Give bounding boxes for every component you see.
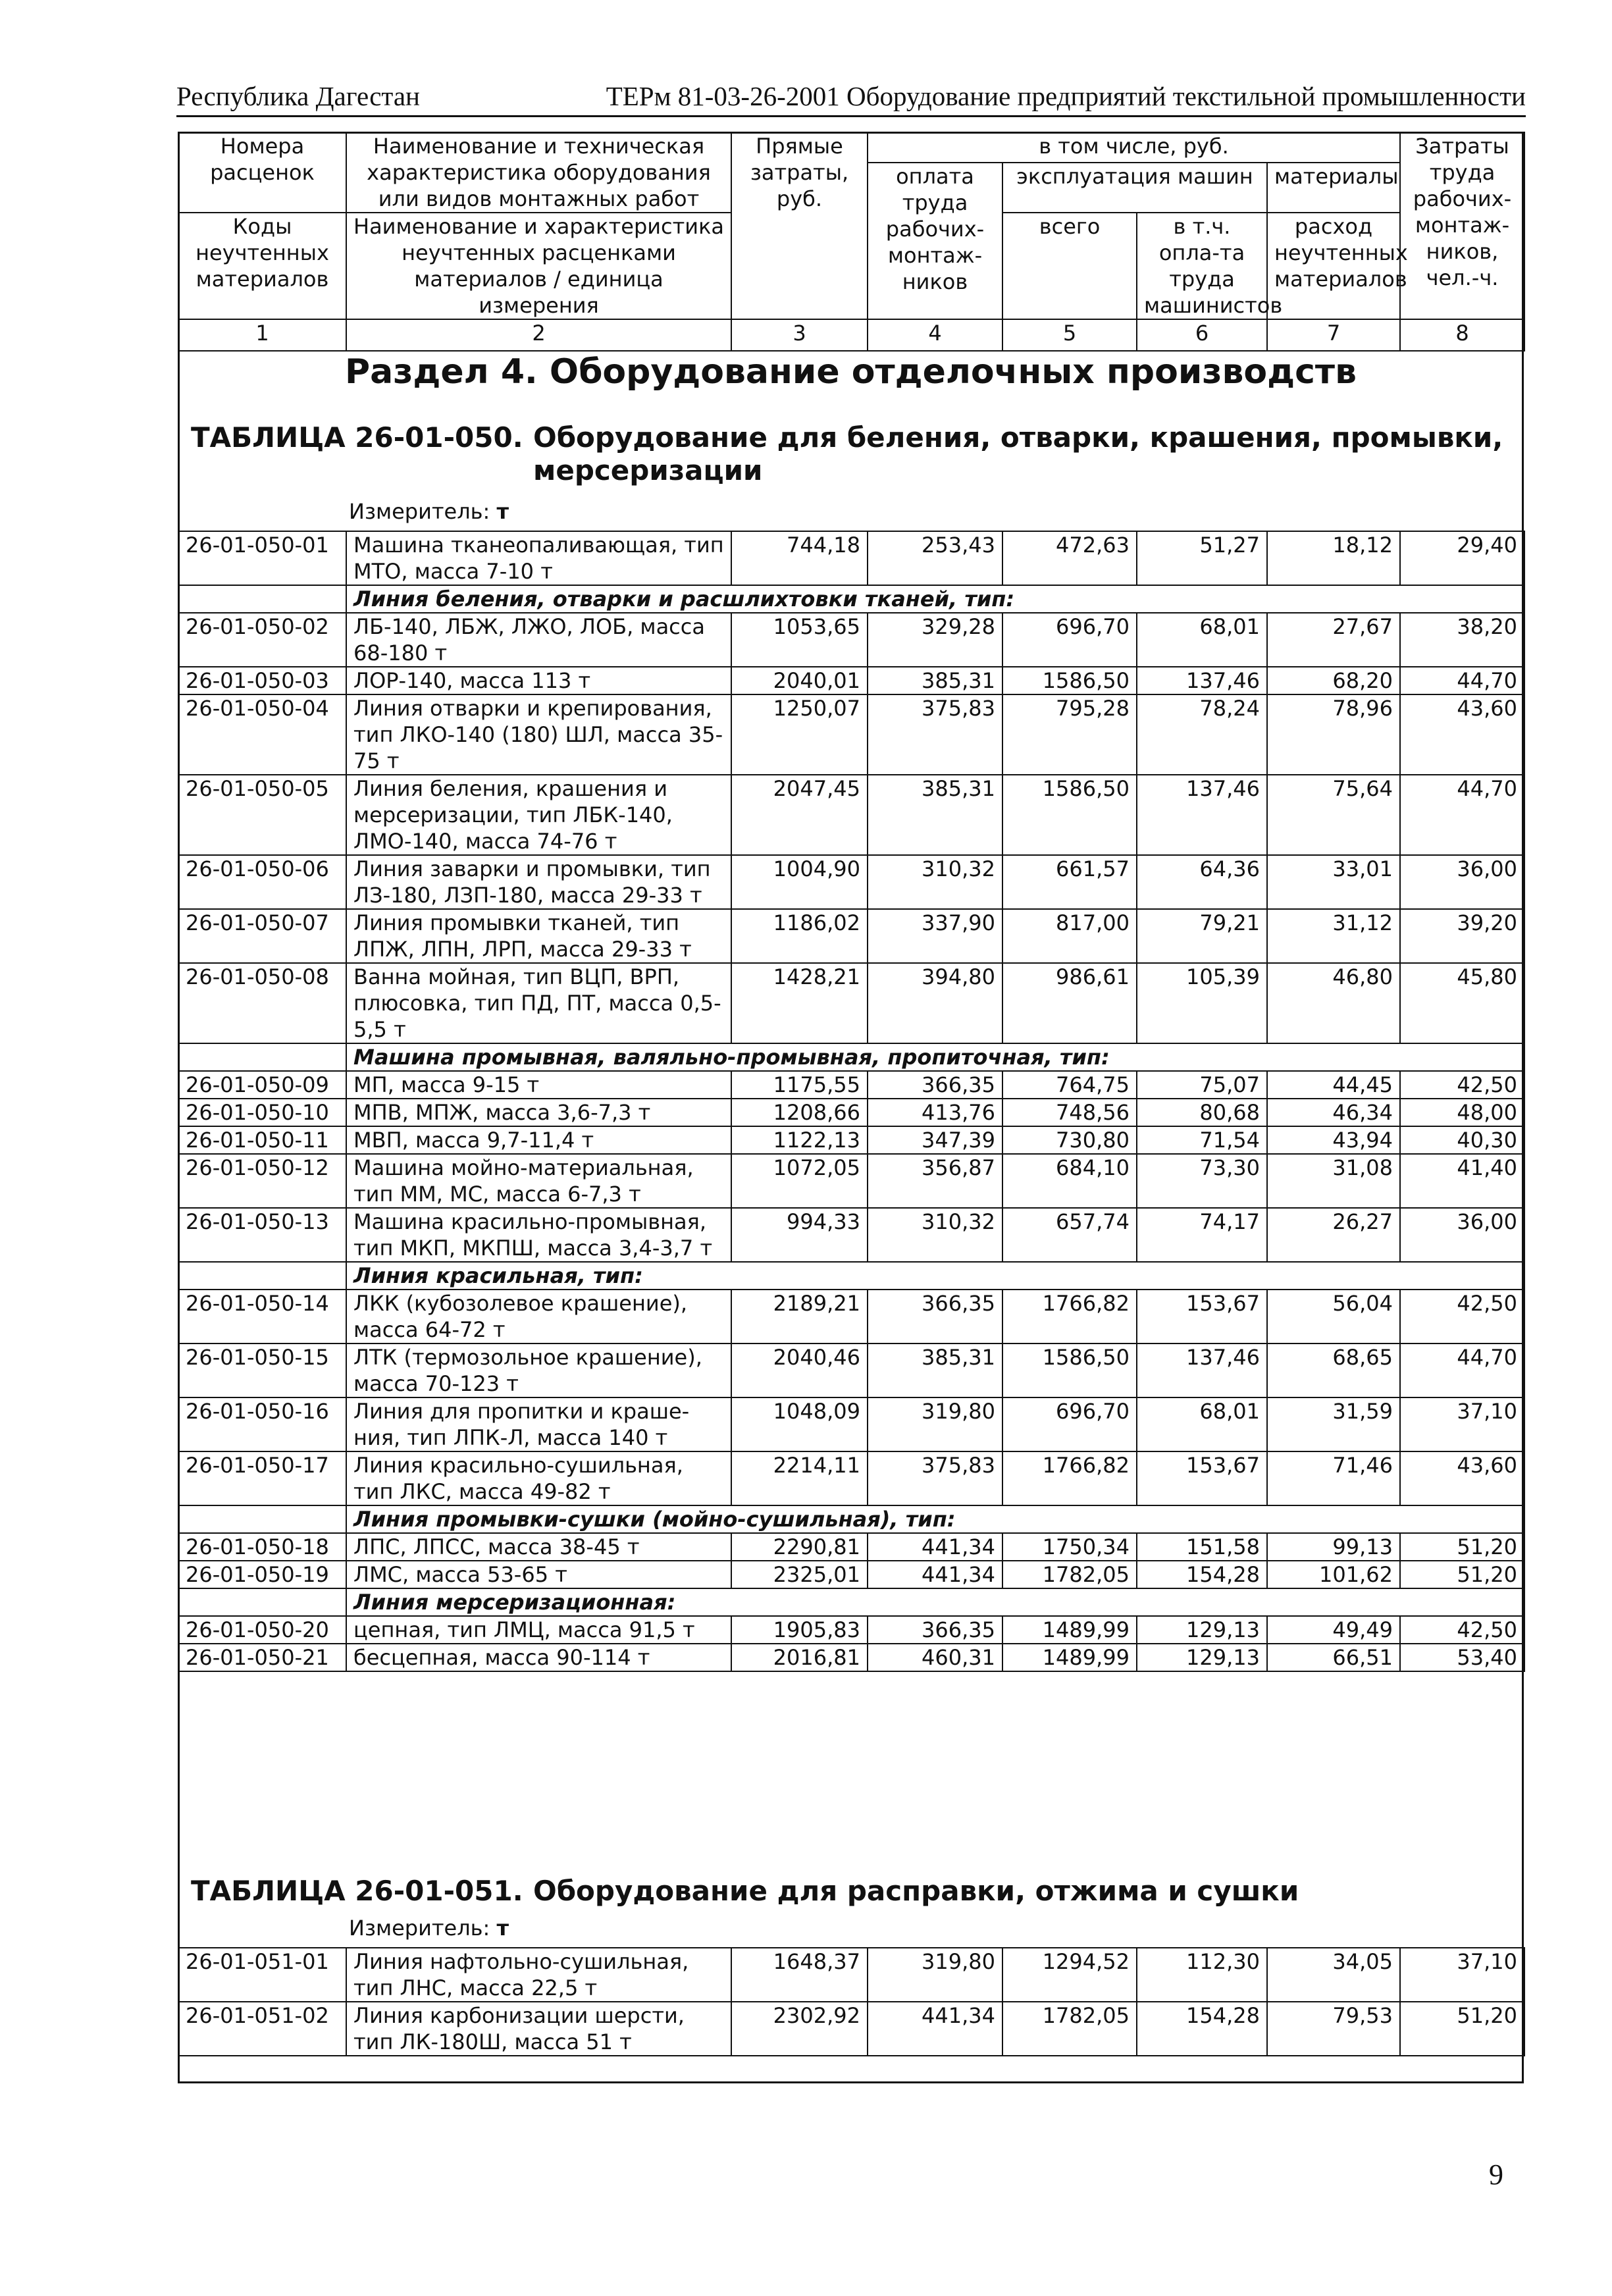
direct-costs: 2040,46 xyxy=(731,1344,868,1397)
materials-cost: 43,94 xyxy=(1267,1126,1400,1154)
rate-code: 26-01-050-21 xyxy=(178,1644,346,1671)
machines-total: 1586,50 xyxy=(1002,775,1137,855)
operator-pay: 154,28 xyxy=(1137,2002,1267,2056)
column-number: 8 xyxy=(1400,319,1524,351)
rate-code: 26-01-050-03 xyxy=(178,667,346,694)
operator-pay: 80,68 xyxy=(1137,1099,1267,1126)
machines-total: 1766,82 xyxy=(1002,1451,1137,1505)
rate-code: 26-01-050-13 xyxy=(178,1208,346,1262)
direct-costs: 1186,02 xyxy=(731,909,868,963)
worker-pay: 356,87 xyxy=(868,1154,1002,1208)
direct-costs: 1048,09 xyxy=(731,1397,868,1451)
rate-code: 26-01-050-15 xyxy=(178,1344,346,1397)
rate-code: 26-01-050-01 xyxy=(178,531,346,585)
header-labor-costs: Затраты труда рабочих-монтаж-ников, чел.-ч. xyxy=(1400,132,1524,319)
rate-code: 26-01-051-02 xyxy=(178,2002,346,2056)
header-equipment-name: Наименование и техническая характеристика оборудования или видов монтажных работ xyxy=(346,132,731,213)
table-name: Оборудование для беления, отварки, крашения, промывки, мерсеризации xyxy=(533,421,1503,486)
materials-cost: 99,13 xyxy=(1267,1533,1400,1561)
table-row xyxy=(178,1290,1524,1344)
rate-code: 26-01-050-16 xyxy=(178,1397,346,1451)
materials-cost: 79,53 xyxy=(1267,2002,1400,2056)
machines-total: 696,70 xyxy=(1002,613,1137,667)
machines-total: 730,80 xyxy=(1002,1126,1137,1154)
equipment-name: МПВ, МПЖ, масса 3,6-7,3 т xyxy=(346,1099,731,1126)
worker-pay: 375,83 xyxy=(868,694,1002,775)
header-machine-operation: эксплуатация машин xyxy=(1002,163,1267,213)
table-row xyxy=(178,1154,1524,1208)
table-row xyxy=(178,613,1524,667)
materials-cost: 78,96 xyxy=(1267,694,1400,775)
worker-pay: 366,35 xyxy=(868,1071,1002,1099)
operator-pay: 78,24 xyxy=(1137,694,1267,775)
machines-total: 661,57 xyxy=(1002,855,1137,909)
machines-total: 1782,05 xyxy=(1002,1561,1137,1588)
direct-costs: 2040,01 xyxy=(731,667,868,694)
group-heading-spacer xyxy=(178,1043,346,1071)
labor-hours: 41,40 xyxy=(1400,1154,1524,1208)
direct-costs: 744,18 xyxy=(731,531,868,585)
equipment-name: бесцепная, масса 90-114 т xyxy=(346,1644,731,1671)
table-row xyxy=(178,1344,1524,1397)
machines-total: 1586,50 xyxy=(1002,667,1137,694)
group-heading-spacer xyxy=(178,585,346,613)
header-including: в том числе, руб. xyxy=(868,132,1400,163)
operator-pay: 129,13 xyxy=(1137,1644,1267,1671)
machines-total: 1489,99 xyxy=(1002,1616,1137,1644)
labor-hours: 42,50 xyxy=(1400,1290,1524,1344)
column-header-table xyxy=(178,132,1525,352)
materials-cost: 71,46 xyxy=(1267,1451,1400,1505)
machines-total: 684,10 xyxy=(1002,1154,1137,1208)
rate-code: 26-01-050-08 xyxy=(178,963,346,1043)
materials-cost: 68,20 xyxy=(1267,667,1400,694)
group-heading: Линия красильная, тип: xyxy=(346,1262,1524,1290)
equipment-name: Машина мойно-материальная, тип ММ, МС, масса 6-7,3 т xyxy=(346,1154,731,1208)
table-row xyxy=(178,855,1524,909)
table-row xyxy=(178,2002,1524,2056)
direct-costs: 2325,01 xyxy=(731,1561,868,1588)
worker-pay: 394,80 xyxy=(868,963,1002,1043)
direct-costs: 1072,05 xyxy=(731,1154,868,1208)
operator-pay: 68,01 xyxy=(1137,613,1267,667)
worker-pay: 385,31 xyxy=(868,667,1002,694)
labor-hours: 38,20 xyxy=(1400,613,1524,667)
equipment-name: МВП, масса 9,7-11,4 т xyxy=(346,1126,731,1154)
table-row xyxy=(178,1561,1524,1588)
table-row xyxy=(178,1644,1524,1671)
worker-pay: 366,35 xyxy=(868,1290,1002,1344)
column-number: 7 xyxy=(1267,319,1400,351)
group-heading: Машина промывная, валяльно-промывная, пропиточная, тип: xyxy=(346,1043,1524,1071)
rate-code: 26-01-050-19 xyxy=(178,1561,346,1588)
table-row xyxy=(178,694,1524,775)
rate-code: 26-01-050-10 xyxy=(178,1099,346,1126)
worker-pay: 366,35 xyxy=(868,1616,1002,1644)
materials-cost: 46,80 xyxy=(1267,963,1400,1043)
table-name: Оборудование для расправки, отжима и сушки xyxy=(533,1875,1299,1907)
equipment-name: ЛБ-140, ЛБЖ, ЛЖО, ЛОБ, масса 68-180 т xyxy=(346,613,731,667)
machines-total: 795,28 xyxy=(1002,694,1137,775)
column-number: 2 xyxy=(346,319,731,351)
table-row xyxy=(178,1071,1524,1099)
table-row xyxy=(178,1451,1524,1505)
group-heading-row xyxy=(178,585,1524,613)
labor-hours: 51,20 xyxy=(1400,1533,1524,1561)
column-number: 6 xyxy=(1137,319,1267,351)
equipment-name: ЛКК (кубозолевое крашение), масса 64-72 т xyxy=(346,1290,731,1344)
direct-costs: 1648,37 xyxy=(731,1948,868,2002)
labor-hours: 44,70 xyxy=(1400,667,1524,694)
measure-label: Измеритель: xyxy=(349,499,490,524)
rate-code: 26-01-050-02 xyxy=(178,613,346,667)
equipment-name: Ванна мойная, тип ВЦП, ВРП, плюсовка, тип ПД, ПТ, масса 0,5-5,5 т xyxy=(346,963,731,1043)
header-materials: материалы xyxy=(1267,163,1400,213)
direct-costs: 2302,92 xyxy=(731,2002,868,2056)
operator-pay: 137,46 xyxy=(1137,667,1267,694)
materials-cost: 46,34 xyxy=(1267,1099,1400,1126)
rate-code: 26-01-050-14 xyxy=(178,1290,346,1344)
machines-total: 764,75 xyxy=(1002,1071,1137,1099)
materials-cost: 66,51 xyxy=(1267,1644,1400,1671)
direct-costs: 1175,55 xyxy=(731,1071,868,1099)
measure-value: т xyxy=(496,499,509,524)
section-title: Раздел 4. Оборудование отделочных производств xyxy=(345,352,1357,392)
column-number: 1 xyxy=(178,319,346,351)
measure-value: т xyxy=(496,1916,509,1941)
materials-cost: 68,65 xyxy=(1267,1344,1400,1397)
labor-hours: 42,50 xyxy=(1400,1616,1524,1644)
worker-pay: 385,31 xyxy=(868,1344,1002,1397)
machines-total: 986,61 xyxy=(1002,963,1137,1043)
worker-pay: 337,90 xyxy=(868,909,1002,963)
labor-hours: 45,80 xyxy=(1400,963,1524,1043)
table-row xyxy=(178,1397,1524,1451)
table-row xyxy=(178,1208,1524,1262)
materials-cost: 56,04 xyxy=(1267,1290,1400,1344)
operator-pay: 75,07 xyxy=(1137,1071,1267,1099)
labor-hours: 37,10 xyxy=(1400,1397,1524,1451)
table-row xyxy=(178,1533,1524,1561)
direct-costs: 1004,90 xyxy=(731,855,868,909)
direct-costs: 1250,07 xyxy=(731,694,868,775)
direct-costs: 2214,11 xyxy=(731,1451,868,1505)
direct-costs: 2189,21 xyxy=(731,1290,868,1344)
header-material-codes: Коды неучтенных материалов xyxy=(178,213,346,319)
operator-pay: 68,01 xyxy=(1137,1397,1267,1451)
rate-code: 26-01-050-12 xyxy=(178,1154,346,1208)
equipment-name: цепная, тип ЛМЦ, масса 91,5 т xyxy=(346,1616,731,1644)
worker-pay: 375,83 xyxy=(868,1451,1002,1505)
labor-hours: 36,00 xyxy=(1400,1208,1524,1262)
materials-cost: 101,62 xyxy=(1267,1561,1400,1588)
equipment-name: Линия заварки и промывки, тип ЛЗ-180, ЛЗП-180, масса 29-33 т xyxy=(346,855,731,909)
group-heading: Линия беления, отварки и расшлихтовки тканей, тип: xyxy=(346,585,1524,613)
machines-total: 1489,99 xyxy=(1002,1644,1137,1671)
equipment-name: Линия промывки тканей, тип ЛПЖ, ЛПН, ЛРП, масса 29-33 т xyxy=(346,909,731,963)
header-material-names: Наименование и характеристика неучтенных расценками материалов / единица измерения xyxy=(346,213,731,319)
direct-costs: 2290,81 xyxy=(731,1533,868,1561)
table-row xyxy=(178,1616,1524,1644)
direct-costs: 994,33 xyxy=(731,1208,868,1262)
rate-code: 26-01-050-09 xyxy=(178,1071,346,1099)
materials-cost: 31,59 xyxy=(1267,1397,1400,1451)
table-row xyxy=(178,531,1524,585)
group-heading: Линия промывки-сушки (мойно-сушильная), тип: xyxy=(346,1505,1524,1533)
machines-total: 1782,05 xyxy=(1002,2002,1137,2056)
machines-total: 657,74 xyxy=(1002,1208,1137,1262)
worker-pay: 413,76 xyxy=(868,1099,1002,1126)
labor-hours: 48,00 xyxy=(1400,1099,1524,1126)
measure-unit xyxy=(349,1916,509,1941)
equipment-name: Линия нафтольно-сушильная, тип ЛНС, масса 22,5 т xyxy=(346,1948,731,2002)
direct-costs: 2047,45 xyxy=(731,775,868,855)
labor-hours: 51,20 xyxy=(1400,1561,1524,1588)
worker-pay: 385,31 xyxy=(868,775,1002,855)
operator-pay: 105,39 xyxy=(1137,963,1267,1043)
group-heading: Линия мерсеризационная: xyxy=(346,1588,1524,1616)
equipment-name: ЛМС, масса 53-65 т xyxy=(346,1561,731,1588)
table-code: ТАБЛИЦА 26-01-051. xyxy=(191,1875,523,1907)
materials-cost: 33,01 xyxy=(1267,855,1400,909)
equipment-name: Линия для пропитки и краше-ния, тип ЛПК-Л, масса 140 т xyxy=(346,1397,731,1451)
header-rate-number: Номера расценок xyxy=(178,132,346,213)
operator-pay: 137,46 xyxy=(1137,775,1267,855)
worker-pay: 319,80 xyxy=(868,1397,1002,1451)
table-row xyxy=(178,1099,1524,1126)
rate-code: 26-01-050-06 xyxy=(178,855,346,909)
operator-pay: 73,30 xyxy=(1137,1154,1267,1208)
rates-table-26-01-050 xyxy=(178,531,1525,1672)
direct-costs: 1208,66 xyxy=(731,1099,868,1126)
machines-total: 472,63 xyxy=(1002,531,1137,585)
direct-costs: 1428,21 xyxy=(731,963,868,1043)
materials-cost: 34,05 xyxy=(1267,1948,1400,2002)
machines-total: 1586,50 xyxy=(1002,1344,1137,1397)
header-document-title: ТЕРм 81-03-26-2001 Оборудование предприятий текстильной промышленности xyxy=(606,81,1526,111)
worker-pay: 319,80 xyxy=(868,1948,1002,2002)
labor-hours: 42,50 xyxy=(1400,1071,1524,1099)
header-region: Республика Дагестан xyxy=(176,81,420,111)
operator-pay: 64,36 xyxy=(1137,855,1267,909)
materials-cost: 75,64 xyxy=(1267,775,1400,855)
group-heading-spacer xyxy=(178,1505,346,1533)
header-machines-total: всего xyxy=(1002,213,1137,319)
rates-table-26-01-051 xyxy=(178,1947,1525,2056)
rate-code: 26-01-050-20 xyxy=(178,1616,346,1644)
operator-pay: 112,30 xyxy=(1137,1948,1267,2002)
labor-hours: 37,10 xyxy=(1400,1948,1524,2002)
materials-cost: 31,12 xyxy=(1267,909,1400,963)
rate-code: 26-01-050-17 xyxy=(178,1451,346,1505)
running-header xyxy=(176,74,1526,113)
rate-code: 26-01-050-11 xyxy=(178,1126,346,1154)
machines-total: 748,56 xyxy=(1002,1099,1137,1126)
operator-pay: 129,13 xyxy=(1137,1616,1267,1644)
group-heading-row xyxy=(178,1262,1524,1290)
worker-pay: 441,34 xyxy=(868,2002,1002,2056)
operator-pay: 137,46 xyxy=(1137,1344,1267,1397)
operator-pay: 153,67 xyxy=(1137,1451,1267,1505)
rate-code: 26-01-050-18 xyxy=(178,1533,346,1561)
direct-costs: 1053,65 xyxy=(731,613,868,667)
machines-total: 817,00 xyxy=(1002,909,1137,963)
table-row xyxy=(178,963,1524,1043)
worker-pay: 329,28 xyxy=(868,613,1002,667)
labor-hours: 39,20 xyxy=(1400,909,1524,963)
labor-hours: 44,70 xyxy=(1400,1344,1524,1397)
labor-hours: 43,60 xyxy=(1400,694,1524,775)
equipment-name: Линия беления, крашения и мерсеризации, тип ЛБК-140, ЛМО-140, масса 74-76 т xyxy=(346,775,731,855)
operator-pay: 74,17 xyxy=(1137,1208,1267,1262)
direct-costs: 1122,13 xyxy=(731,1126,868,1154)
header-rule xyxy=(176,115,1526,117)
table-row xyxy=(178,1126,1524,1154)
machines-total: 696,70 xyxy=(1002,1397,1137,1451)
worker-pay: 441,34 xyxy=(868,1561,1002,1588)
materials-cost: 18,12 xyxy=(1267,531,1400,585)
labor-hours: 43,60 xyxy=(1400,1451,1524,1505)
header-direct-costs: Прямые затраты, руб. xyxy=(731,132,868,319)
labor-hours: 40,30 xyxy=(1400,1126,1524,1154)
equipment-name: Линия отварки и крепирования, тип ЛКО-140 (180) ШЛ, масса 35-75 т xyxy=(346,694,731,775)
equipment-name: МП, масса 9-15 т xyxy=(346,1071,731,1099)
equipment-name: Машина красильно-промывная, тип МКП, МКПШ, масса 3,4-3,7 т xyxy=(346,1208,731,1262)
labor-hours: 29,40 xyxy=(1400,531,1524,585)
header-worker-pay: оплата труда рабочих-монтаж-ников xyxy=(868,163,1002,319)
equipment-name: ЛПС, ЛПСС, масса 38-45 т xyxy=(346,1533,731,1561)
worker-pay: 310,32 xyxy=(868,855,1002,909)
group-heading-spacer xyxy=(178,1588,346,1616)
equipment-name: ЛТК (термозольное крашение), масса 70-123 т xyxy=(346,1344,731,1397)
column-number: 5 xyxy=(1002,319,1137,351)
materials-cost: 44,45 xyxy=(1267,1071,1400,1099)
labor-hours: 44,70 xyxy=(1400,775,1524,855)
measure-label: Измеритель: xyxy=(349,1916,490,1941)
worker-pay: 347,39 xyxy=(868,1126,1002,1154)
materials-cost: 27,67 xyxy=(1267,613,1400,667)
machines-total: 1294,52 xyxy=(1002,1948,1137,2002)
worker-pay: 441,34 xyxy=(868,1533,1002,1561)
rate-code: 26-01-050-07 xyxy=(178,909,346,963)
rate-code: 26-01-050-05 xyxy=(178,775,346,855)
equipment-name: ЛОР-140, масса 113 т xyxy=(346,667,731,694)
column-number: 4 xyxy=(868,319,1002,351)
header-operator-pay: в т.ч. опла-та труда машинистов xyxy=(1137,213,1267,319)
materials-cost: 31,08 xyxy=(1267,1154,1400,1208)
table-row xyxy=(178,1948,1524,2002)
group-heading-row xyxy=(178,1505,1524,1533)
column-number: 3 xyxy=(731,319,868,351)
labor-hours: 53,40 xyxy=(1400,1644,1524,1671)
direct-costs: 1905,83 xyxy=(731,1616,868,1644)
operator-pay: 51,27 xyxy=(1137,531,1267,585)
rate-code: 26-01-050-04 xyxy=(178,694,346,775)
materials-cost: 26,27 xyxy=(1267,1208,1400,1262)
worker-pay: 253,43 xyxy=(868,531,1002,585)
group-heading-row xyxy=(178,1588,1524,1616)
group-heading-spacer xyxy=(178,1262,346,1290)
machines-total: 1750,34 xyxy=(1002,1533,1137,1561)
measure-unit xyxy=(349,499,509,524)
table-row xyxy=(178,909,1524,963)
header-material-consumption: расход неучтенных материалов xyxy=(1267,213,1400,319)
operator-pay: 154,28 xyxy=(1137,1561,1267,1588)
materials-cost: 49,49 xyxy=(1267,1616,1400,1644)
equipment-name: Линия красильно-сушильная, тип ЛКС, масса 49-82 т xyxy=(346,1451,731,1505)
rate-code: 26-01-051-01 xyxy=(178,1948,346,2002)
table-row xyxy=(178,775,1524,855)
operator-pay: 71,54 xyxy=(1137,1126,1267,1154)
machines-total: 1766,82 xyxy=(1002,1290,1137,1344)
table-code: ТАБЛИЦА 26-01-050. xyxy=(191,421,523,454)
table-row xyxy=(178,667,1524,694)
labor-hours: 51,20 xyxy=(1400,2002,1524,2056)
group-heading-row xyxy=(178,1043,1524,1071)
operator-pay: 151,58 xyxy=(1137,1533,1267,1561)
worker-pay: 460,31 xyxy=(868,1644,1002,1671)
page-number: 9 xyxy=(1489,2158,1503,2191)
operator-pay: 79,21 xyxy=(1137,909,1267,963)
equipment-name: Линия карбонизации шерсти, тип ЛК-180Ш, масса 51 т xyxy=(346,2002,731,2056)
worker-pay: 310,32 xyxy=(868,1208,1002,1262)
labor-hours: 36,00 xyxy=(1400,855,1524,909)
direct-costs: 2016,81 xyxy=(731,1644,868,1671)
equipment-name: Машина тканеопаливающая, тип МТО, масса 7-10 т xyxy=(346,531,731,585)
operator-pay: 153,67 xyxy=(1137,1290,1267,1344)
